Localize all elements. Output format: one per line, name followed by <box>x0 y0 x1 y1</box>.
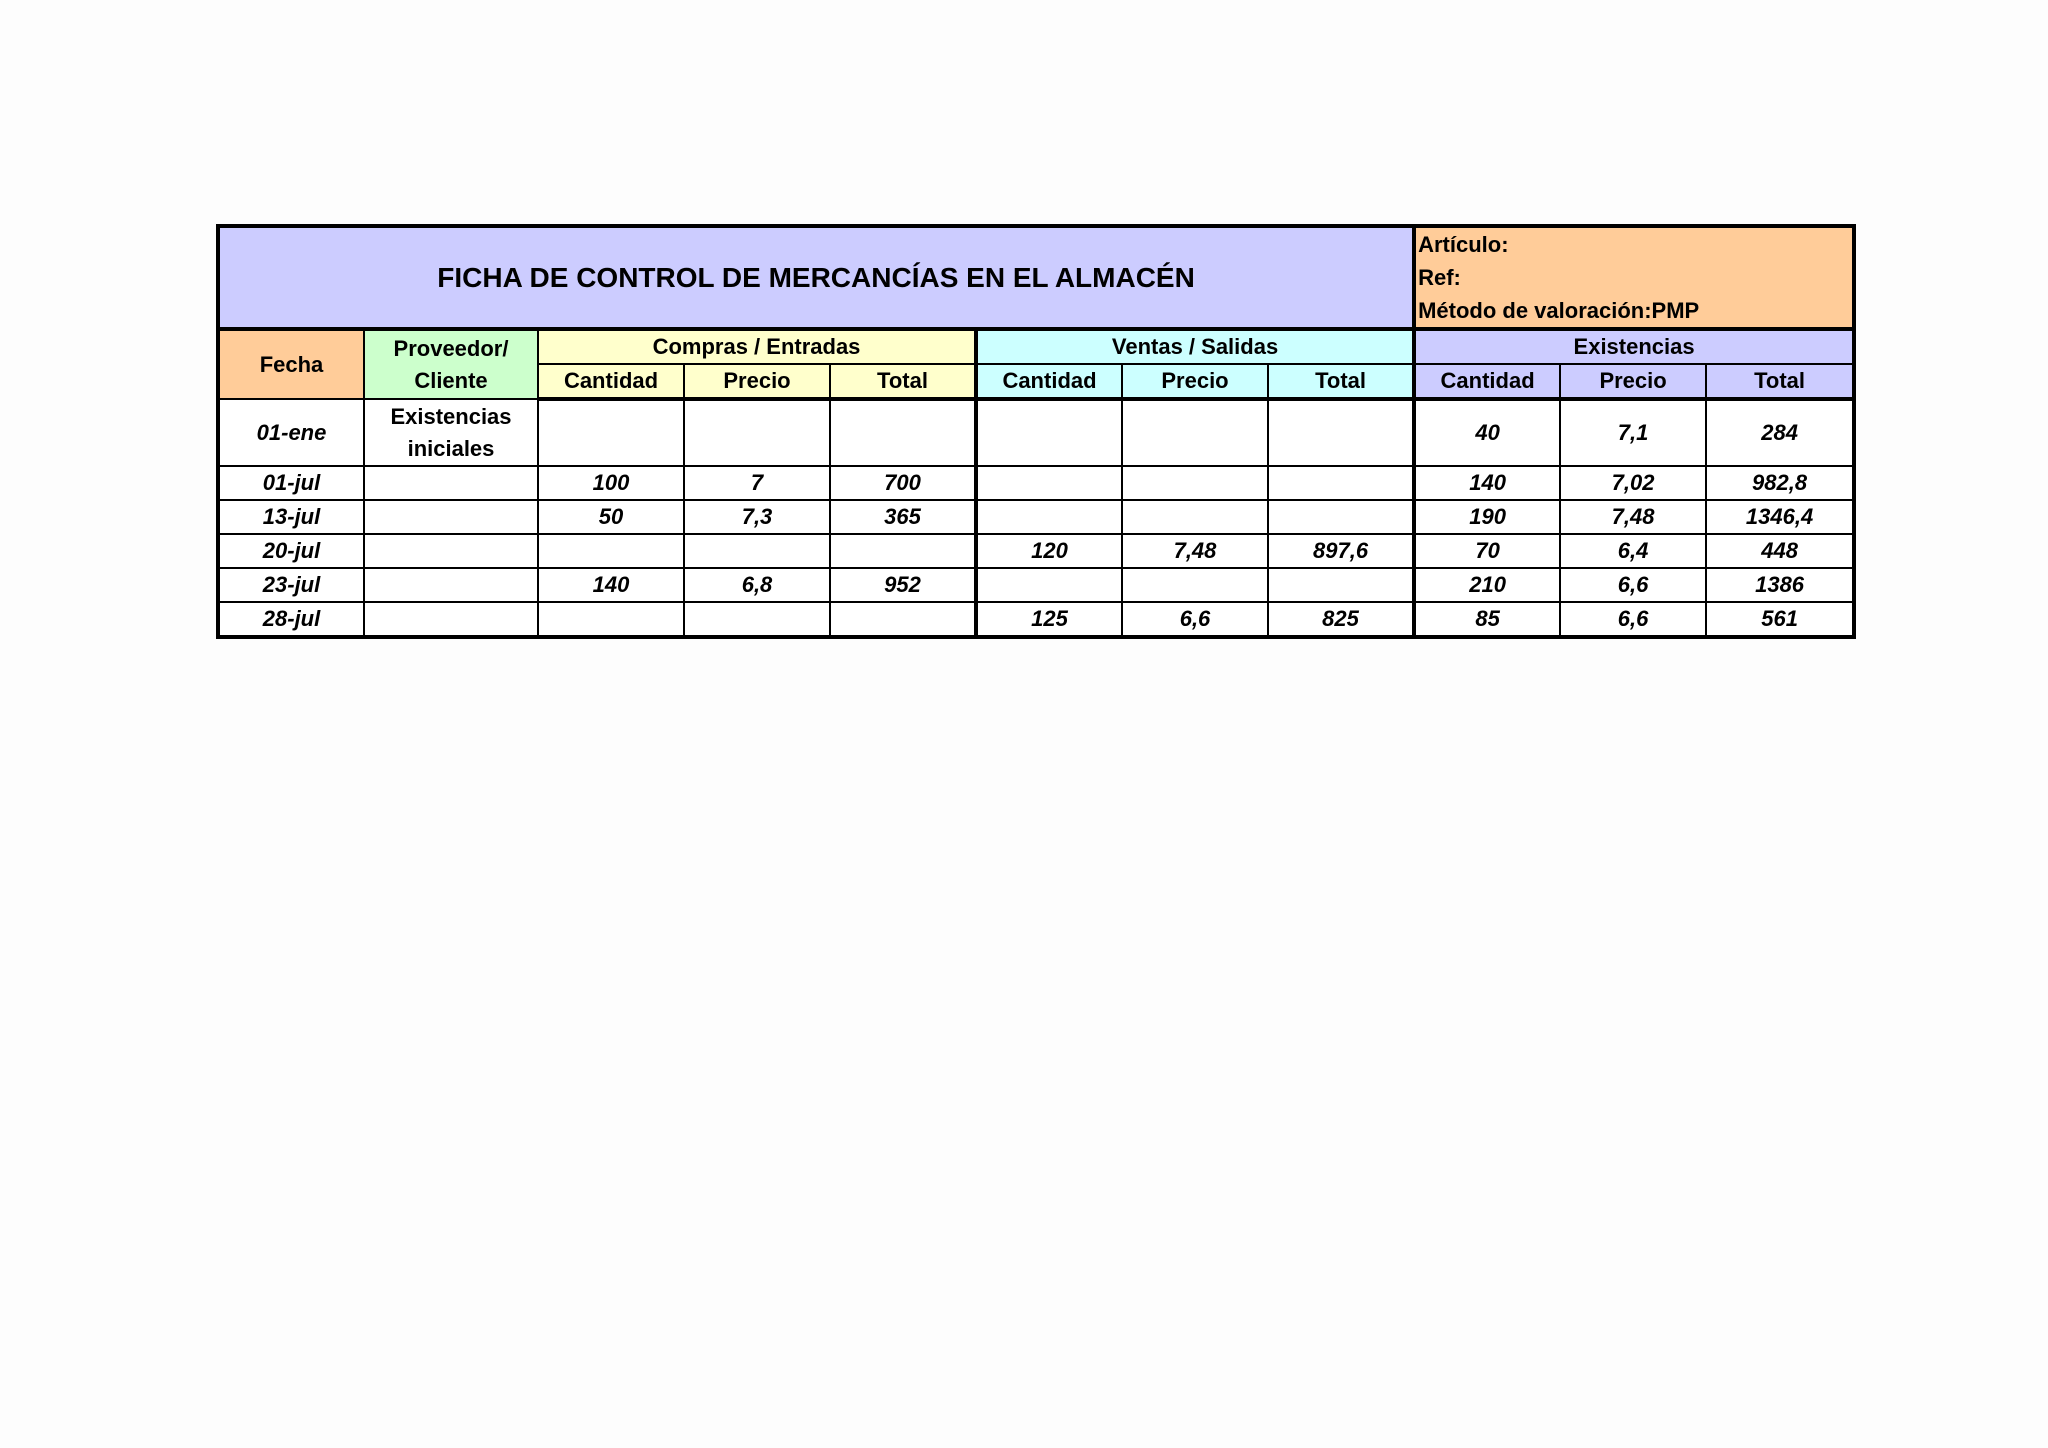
cell-proveedor <box>364 534 538 568</box>
cell-ventas-total <box>1268 399 1414 466</box>
header-ventas: Ventas / Salidas <box>976 329 1414 364</box>
cell-compras-cantidad <box>538 602 684 637</box>
cell-proveedor <box>364 602 538 637</box>
table-row <box>218 399 1854 466</box>
cell-existencias-total: 982,8 <box>1706 466 1854 500</box>
cell-compras-precio <box>684 534 830 568</box>
cell-ventas-total: 825 <box>1268 602 1414 637</box>
table-row <box>218 602 1854 637</box>
metodo-label: Método de valoración:PMP <box>1418 298 1700 323</box>
cell-existencias-precio: 6,6 <box>1560 602 1706 637</box>
header-proveedor: Proveedor/ Cliente <box>364 329 538 399</box>
cell-compras-total <box>830 534 976 568</box>
cell-ventas-precio <box>1122 568 1268 602</box>
header-ventas-precio: Precio <box>1122 364 1268 399</box>
cell-compras-total: 700 <box>830 466 976 500</box>
cell-fecha: 23-jul <box>218 568 364 602</box>
cell-ventas-total <box>1268 568 1414 602</box>
cell-existencias-precio: 7,02 <box>1560 466 1706 500</box>
cell-ventas-total: 897,6 <box>1268 534 1414 568</box>
articulo-label: Artículo: <box>1418 232 1509 257</box>
cell-ventas-cantidad <box>976 568 1122 602</box>
cell-compras-precio: 6,8 <box>684 568 830 602</box>
cell-fecha: 13-jul <box>218 500 364 534</box>
cell-compras-total: 952 <box>830 568 976 602</box>
cell-compras-cantidad <box>538 534 684 568</box>
sheet-title: FICHA DE CONTROL DE MERCANCÍAS EN EL ALMACÉN <box>218 226 1414 329</box>
cell-ventas-cantidad <box>976 399 1122 466</box>
cell-compras-precio <box>684 602 830 637</box>
cell-proveedor <box>364 500 538 534</box>
cell-proveedor: Existencias iniciales <box>364 399 538 466</box>
cell-existencias-precio: 6,4 <box>1560 534 1706 568</box>
cell-ventas-total <box>1268 466 1414 500</box>
header-existencias-precio: Precio <box>1560 364 1706 399</box>
header-ventas-total: Total <box>1268 364 1414 399</box>
cell-compras-cantidad <box>538 399 684 466</box>
table-row <box>218 466 1854 500</box>
cell-existencias-cantidad: 210 <box>1414 568 1560 602</box>
cell-existencias-cantidad: 190 <box>1414 500 1560 534</box>
cell-compras-precio <box>684 399 830 466</box>
cell-existencias-total: 448 <box>1706 534 1854 568</box>
cell-fecha: 01-jul <box>218 466 364 500</box>
cell-ventas-precio <box>1122 399 1268 466</box>
header-existencias-total: Total <box>1706 364 1854 399</box>
cell-compras-total <box>830 602 976 637</box>
cell-existencias-cantidad: 70 <box>1414 534 1560 568</box>
article-info <box>1414 226 1854 329</box>
header-compras: Compras / Entradas <box>538 329 976 364</box>
cell-existencias-precio: 7,1 <box>1560 399 1706 466</box>
cell-ventas-precio <box>1122 466 1268 500</box>
cell-ventas-total <box>1268 500 1414 534</box>
cell-ventas-cantidad: 120 <box>976 534 1122 568</box>
cell-existencias-total: 1346,4 <box>1706 500 1854 534</box>
table-row <box>218 568 1854 602</box>
header-compras-total: Total <box>830 364 976 399</box>
ref-label: Ref: <box>1418 265 1461 290</box>
cell-compras-precio: 7 <box>684 466 830 500</box>
cell-fecha: 28-jul <box>218 602 364 637</box>
cell-compras-precio: 7,3 <box>684 500 830 534</box>
inventory-table <box>216 224 1856 639</box>
cell-existencias-total: 1386 <box>1706 568 1854 602</box>
cell-existencias-cantidad: 85 <box>1414 602 1560 637</box>
cell-compras-cantidad: 50 <box>538 500 684 534</box>
table-row <box>218 534 1854 568</box>
cell-ventas-cantidad: 125 <box>976 602 1122 637</box>
cell-compras-total: 365 <box>830 500 976 534</box>
header-existencias: Existencias <box>1414 329 1854 364</box>
cell-proveedor <box>364 568 538 602</box>
cell-compras-cantidad: 140 <box>538 568 684 602</box>
cell-fecha: 20-jul <box>218 534 364 568</box>
header-ventas-cantidad: Cantidad <box>976 364 1122 399</box>
cell-ventas-precio <box>1122 500 1268 534</box>
cell-fecha: 01-ene <box>218 399 364 466</box>
cell-existencias-cantidad: 40 <box>1414 399 1560 466</box>
cell-existencias-total: 561 <box>1706 602 1854 637</box>
cell-compras-cantidad: 100 <box>538 466 684 500</box>
header-compras-cantidad: Cantidad <box>538 364 684 399</box>
cell-existencias-cantidad: 140 <box>1414 466 1560 500</box>
cell-existencias-precio: 6,6 <box>1560 568 1706 602</box>
header-existencias-cantidad: Cantidad <box>1414 364 1560 399</box>
cell-existencias-total: 284 <box>1706 399 1854 466</box>
cell-ventas-cantidad <box>976 466 1122 500</box>
cell-compras-total <box>830 399 976 466</box>
cell-ventas-precio: 6,6 <box>1122 602 1268 637</box>
cell-ventas-precio: 7,48 <box>1122 534 1268 568</box>
header-compras-precio: Precio <box>684 364 830 399</box>
cell-existencias-precio: 7,48 <box>1560 500 1706 534</box>
header-fecha: Fecha <box>218 329 364 399</box>
table-row <box>218 500 1854 534</box>
cell-ventas-cantidad <box>976 500 1122 534</box>
inventory-control-sheet <box>216 224 1852 639</box>
cell-proveedor <box>364 466 538 500</box>
